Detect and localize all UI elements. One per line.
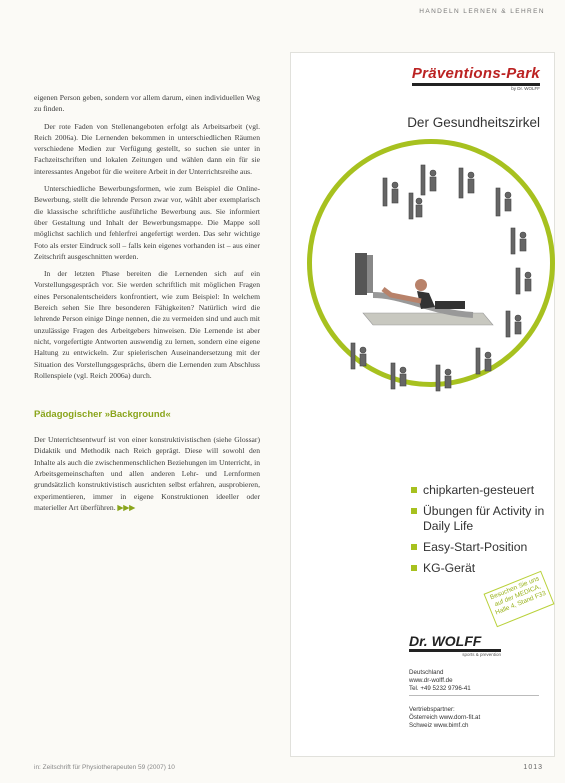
dr-wolff-logo <box>409 633 501 657</box>
feature-item: Übungen für Activity in Daily Life <box>411 504 554 534</box>
feature-item: chipkarten-gesteuert <box>411 483 554 498</box>
machine-figure-icon <box>459 168 474 198</box>
website-link[interactable]: www.dr-wolff.de <box>409 677 453 684</box>
telephone: Tel. +49 5232 9796-41 <box>409 685 471 692</box>
paragraph: Der rote Faden von Stellenangeboten erfolgt als Arbeitsarbeit (vgl. Reich 2006a). Die Lernenden bekommen in unterschiedlichen Räumen verschiedene Medien zur Verfügung gestellt, so suchen sie unter in Fachzeitschriften und lokalen Zeitungen und wählen dann ein für sie interessantes Angebot für die weitere Arbeit in der Unterrichtsreihe aus. <box>34 121 260 176</box>
partner-switzerland[interactable]: Schweiz www.bimf.ch <box>409 722 469 729</box>
partner-austria[interactable]: Österreich www.dorn-fit.at <box>409 714 481 721</box>
machine-figure-icon <box>436 365 451 391</box>
country: Deutschland <box>409 669 444 676</box>
machine-figure-icon <box>351 343 366 369</box>
sales-partner-label: Vertriebspartner: <box>409 706 455 713</box>
feature-item: Easy-Start-Position <box>411 540 554 555</box>
continue-arrow-icon: ▶▶▶ <box>117 502 136 512</box>
machine-figure-icon <box>496 188 511 216</box>
feature-item: KG-Gerät <box>411 561 554 576</box>
article-column <box>34 92 260 519</box>
machine-figure-icon <box>409 193 422 219</box>
machine-figure-icon <box>511 228 526 254</box>
brand-name: Präventions-Park <box>411 65 540 82</box>
page-number: 1013 <box>523 764 543 771</box>
machine-figures <box>291 53 554 473</box>
section-paragraph-text: Der Unterrichtsentwurf ist von einer konstruktivistischen (siehe Glossar) Didaktik und Methodik nach Reich geprägt. Diese will sowohl den Inhalte als auch die zwischenmenschlichen Beziehungen im Unterricht, in Arbeitsgemeinschaften und allen anderen Lehr- und Lernformen grundsätzlich konstruktivistisch ausrichten selbst erfahren, ausprobieren, experimentieren, immer in eigene Konstruktionen ideeller oder materieller Art überführen. <box>34 435 260 512</box>
machine-figure-icon <box>516 268 531 294</box>
machine-figure-icon <box>383 178 398 206</box>
machine-figure-icon <box>476 348 491 374</box>
machine-figure-icon <box>421 165 436 195</box>
ad-title: Der Gesundheitszirkel <box>407 115 540 130</box>
machine-figure-icon <box>506 311 521 337</box>
advertisement <box>290 52 555 757</box>
leg-press-machine <box>355 253 493 325</box>
wolff-sub: sports & prevention <box>462 652 501 657</box>
feature-list <box>411 483 554 582</box>
footer-citation: in: Zeitschrift für Physiotherapeuten 59 (2007) 10 <box>34 764 175 771</box>
paragraph: In der letzten Phase bereiten die Lernenden sich auf ein Vorstellungsgespräch vor. Sie werden schriftlich mit möglichen Fragen eines Personalentscheiders konfrontiert, wie zum Beispiel: In welchem Bereich sehen Sie Ihre besonderen Fähigkeiten? Natürlich wird die lehrende Person einige Dinge nennen, die zu vermeiden sind und auch mit unzulässige Fragen des Arbeitgebers hinweisen. Die Lernende ist aber nicht, vorgefertigte Antworten auswendig zu lernen, sondern eine eigene Haltung zu entwickeln. Zur spielerischen Auseinandersetzung mit der Situation des Vorstellungsgesprächs, übern die Lernenden zum Abschluss Rollenspiele (vgl. Reich 2006a) durch. <box>34 269 260 380</box>
paragraph: eigenen Person geben, sondern vor allem darum, einen individuellen Weg zu finden. <box>34 93 260 114</box>
contact-block <box>409 669 539 730</box>
paragraph: Unterschiedliche Bewerbungsformen, wie zum Beispiel die Online-Bewerbung, stellt die lehrende Person zwar vor, wählt aber exemplarisch die klassische schriftliche ausführliche Bewerbung aus. Sie informiert über Gestaltung und Inhalt der Bewerbungsmappe. Die Mappe soll möglichst sachlich und fehlerfrei angefertigt werden. Das sehr wichtige Foto als erster Eindruck soll – falls kein eigenes vorhanden ist – aus einer Zeitschrift ausgeschnitten werden. <box>34 184 260 261</box>
section-title: Pädagogischer »Background« <box>34 409 171 421</box>
wolff-name: Dr. WOLFF <box>409 633 482 649</box>
medica-stamp: Besuchen Sie uns auf der MEDICA, Halle 4, Stand F33 <box>484 571 555 628</box>
brand-sub: by Dr. WOLFF <box>511 86 540 91</box>
divider <box>409 695 539 696</box>
running-header: HANDELN LERNEN & LEHREN <box>419 8 545 15</box>
machine-figure-icon <box>391 363 406 389</box>
paragraph <box>34 434 260 513</box>
